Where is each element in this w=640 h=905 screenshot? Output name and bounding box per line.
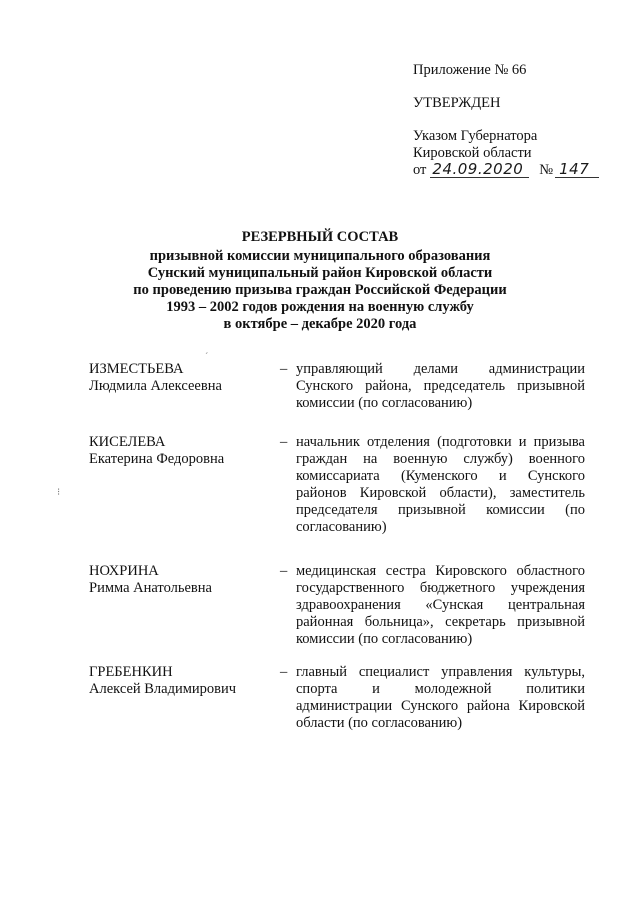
member-surname: ГРЕБЕНКИН [89, 664, 173, 680]
member-role: медицинская сестра Кировского областного государственного бюджетного учреждения здравоохранения «Сунская центральная районная больница», секретарь призывной комиссии (по согласованию) [296, 563, 585, 647]
member-name [89, 664, 280, 732]
scan-speck: ´ [205, 352, 209, 363]
member-given-name: Людмила Алексеевна [89, 378, 222, 394]
member-entry [89, 563, 585, 648]
title-line-4: 1993 – 2002 годов рождения на военную службу [166, 299, 474, 315]
member-role: главный специалист управления культуры, спорта и молодежной политики администрации Сунского района Кировской области (по согласованию) [296, 664, 585, 731]
handwritten-date: 24.09.2020 [430, 162, 529, 178]
member-role: управляющий делами администрации Сунского района, председатель призывной комиссии (по согласованию) [296, 361, 585, 411]
dash-separator: – [280, 361, 288, 377]
member-entry [89, 434, 585, 536]
member-surname: ИЗМЕСТЬЕВА [89, 361, 184, 377]
approved-label: УТВЕРЖДЕН [413, 95, 501, 111]
member-given-name: Екатерина Федоровна [89, 451, 225, 467]
appendix-number: Приложение № 66 [413, 62, 527, 78]
title-line-2: Сунский муниципальный район Кировской области [147, 265, 493, 281]
dash-separator: – [280, 434, 288, 450]
member-given-name: Римма Анатольевна [89, 580, 212, 596]
title-main: РЕЗЕРВНЫЙ СОСТАВ [241, 229, 399, 245]
member-role: начальник отделения (подготовки и призыва граждан на военную службу) военного комиссариата (Куменского и Сунского районов Кировской области), заместитель председателя призывной комиссии (по согласованию) [296, 434, 585, 535]
member-surname: НОХРИНА [89, 563, 159, 579]
title-line-1: призывной комиссии муниципального образования [149, 248, 491, 264]
decree-date-line [413, 162, 599, 179]
member-surname: КИСЕЛЕВА [89, 434, 166, 450]
member-entry [89, 361, 585, 412]
handwritten-number: 147 [555, 162, 599, 178]
decree-line-1: Указом Губернатора [413, 128, 538, 144]
title-line-5: в октябре – декабре 2020 года [223, 316, 417, 332]
number-label: № [539, 162, 554, 178]
member-name [89, 434, 280, 536]
decree-line-2: Кировской области [413, 145, 532, 161]
dash-separator: – [280, 563, 288, 579]
approval-block [413, 62, 599, 179]
member-given-name: Алексей Владимирович [89, 681, 237, 697]
dash-separator: – [280, 664, 288, 680]
member-name [89, 563, 280, 648]
from-label: от [413, 162, 427, 178]
member-name [89, 361, 280, 412]
document-title [60, 229, 580, 333]
member-entry [89, 664, 585, 732]
title-line-3: по проведению призыва граждан Российской Федерации [133, 282, 507, 298]
scan-speck: ⁝ [57, 487, 61, 498]
